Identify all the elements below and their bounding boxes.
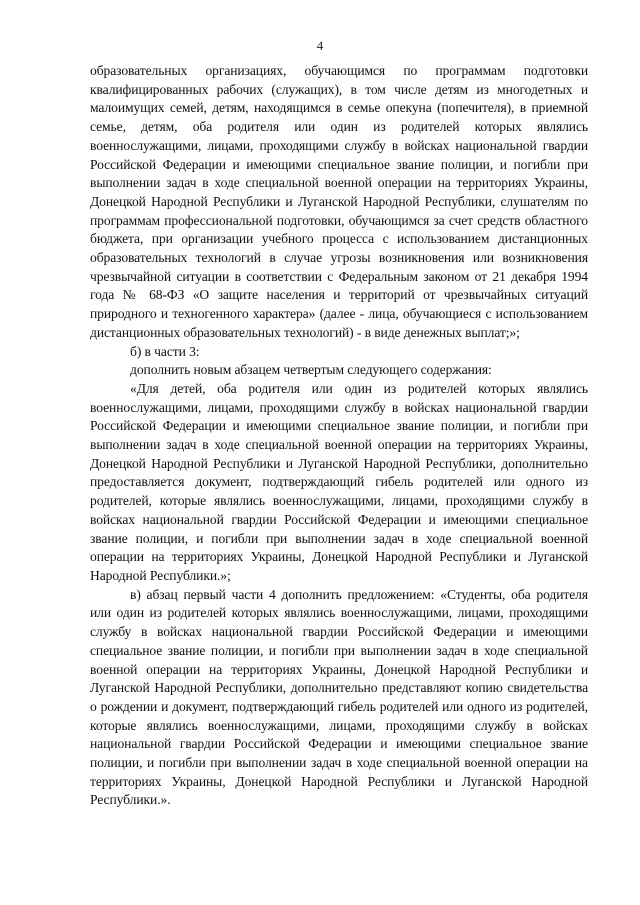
paragraph-amend-instruction: дополнить новым абзацем четвертым следующего содержания:: [130, 362, 492, 378]
paragraph-quoted-insert: «Для детей, оба родителя или один из родителей которых являлись военнослужащими, лицами, проходящими службу в войсках национальной гвардии Российской Федерации и имеющими специальное звание полиции, и погибли при выполнении задач в ходе специальной военной операции на территориях Украины, Донецкой Народной Республики и Луганской Народной Республики, дополнительно предоставляется документ, подтверждающий гибель родителей или одного из родителей, которые являлись военнослужащими, лицами, проходящими службу в войсках национальной гвардии Российской Федерации и имеющими специальное звание полиции, и погибли при выполнении задач в ходе специальной военной операции на территориях Украины, Донецкой Народной Республики и Луганской Народной Республики.»;: [90, 380, 588, 583]
paragraph-item-b: б) в части 3:: [130, 343, 200, 359]
paragraph-item-v: в) абзац первый части 4 дополнить предложением: «Студенты, оба родителя или один из родителей которых являлись военнослужащими, лицами, проходящими службу в войсках национальной гвардии Российской Федерации и имеющими специальное звание полиции, и погибли при выполнении задач в ходе специальной военной операции на территориях Украины, Донецкой Народной Республики и Луганской Народной Республики, дополнительно представляют копию свидетельства о рождении и документ, подтверждающий гибель родителей или одного из родителей, которые являлись военнослужащими, лицами, проходящими службу в войсках национальной гвардии Российской Федерации и имеющими специальное звание полиции, и погибли при выполнении задач в ходе специальной военной операции на территориях Украины, Донецкой Народной Республики и Луганской Народной Республики.».: [90, 586, 588, 808]
page-number: 4: [316, 38, 324, 53]
document-body: [90, 62, 588, 810]
paragraph-continuation: образовательных организациях, обучающимся по программам подготовки квалифицированных рабочих (служащих), в том числе детям из многодетных и малоимущих семей, детям, находящимся в семье опекуна (попечителя), в приемной семье, детям, оба родителя или один из родителей которых являлись военнослужащими, лицами, проходящими службу в войсках национальной гвардии Российской Федерации и имеющими специальное звание полиции, и погибли при выполнении задач в ходе специальной военной операции на территориях Украины, Донецкой Народной Республики и Луганской Народной Республики, слушателям по программам профессиональной подготовки, обучающимся за счет средств областного бюджета, при организации учебного процесса с использованием дистанционных образовательных технологий в случае угрозы возникновения или возникновения чрезвычайной ситуации в соответствии с Федеральным законом от 21 декабря 1994 года № 68-ФЗ «О защите населения и территорий от чрезвычайных ситуаций природного и техногенного характера» (далее - лица, обучающиеся с использованием дистанционных образовательных технологий) - в виде денежных выплат;»;: [90, 63, 588, 340]
